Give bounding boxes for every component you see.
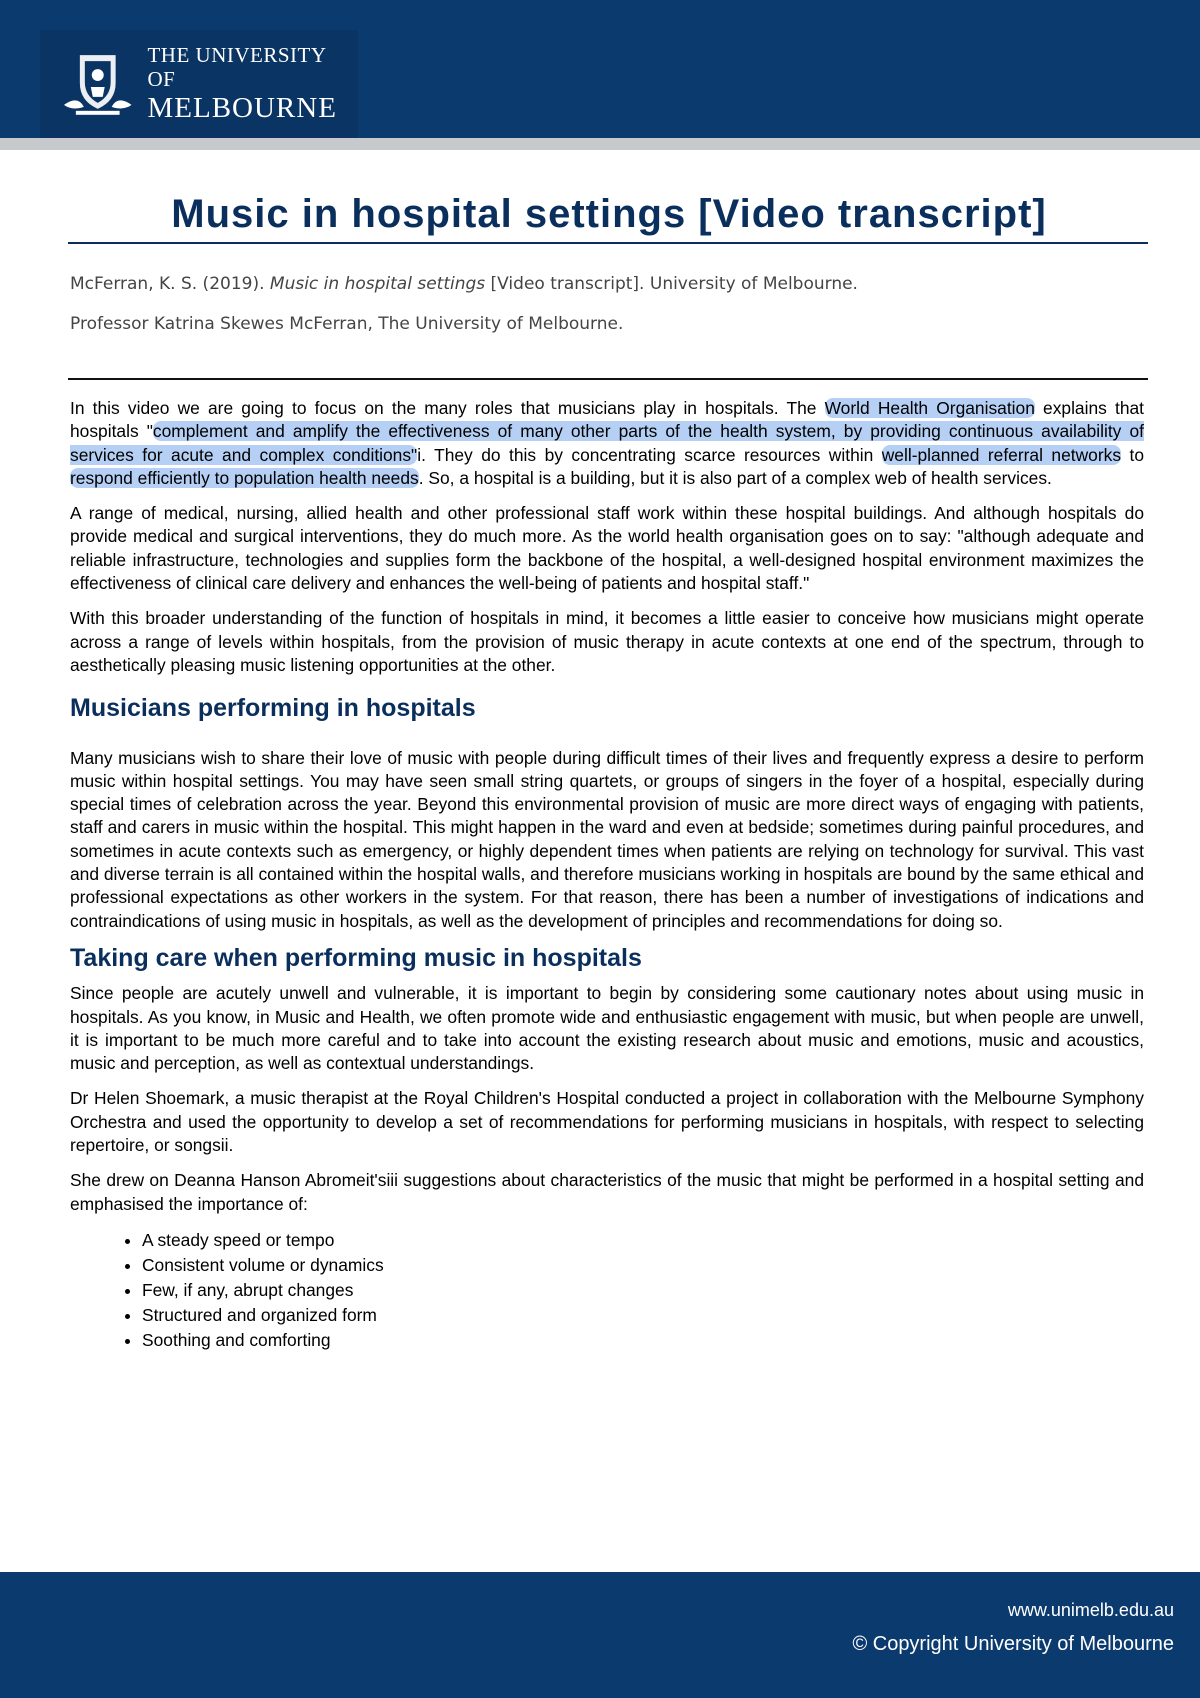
list-item: • Few, if any, abrupt changes bbox=[142, 1278, 1144, 1303]
characteristics-list bbox=[70, 1228, 1144, 1353]
paragraph-shoemark: Dr Helen Shoemark, a music therapist at the Royal Children's Hospital conducted a project in collaboration with the Melbourne Symphony Orchestra and used the opportunity to develop a set of recommendations for performing musicians in hospitals, with respect to selecting repertoire, or songsii. bbox=[70, 1088, 1144, 1156]
citation-prefix: McFerran, K. S. (2019). bbox=[70, 274, 270, 294]
document-title: Music in hospital settings [Video transcript] bbox=[171, 192, 1047, 236]
logo-line1: THE UNIVERSITY OF bbox=[147, 43, 326, 91]
document-body bbox=[70, 397, 1144, 1353]
highlight-quote: complement and amplify the effectiveness of many other parts of the health system, by providing continuous availability of services for acute and complex conditions" bbox=[70, 421, 1144, 465]
university-logo bbox=[40, 30, 358, 138]
footer-url: www.unimelb.edu.au bbox=[1007, 1600, 1174, 1620]
footer-copyright: © Copyright University of Melbourne bbox=[852, 1633, 1174, 1655]
highlight-needs: respond efficiently to population health needs bbox=[70, 467, 419, 488]
p1-text-a: In this video we are going to focus on the many roles that musicians play in hospitals. The bbox=[70, 398, 825, 418]
title-rule bbox=[68, 242, 1148, 244]
p1-text-c: i. They do this by concentrating scarce resources within bbox=[417, 444, 882, 465]
p1-text-b: explains that hospitals " bbox=[70, 398, 1145, 442]
paragraph-performing: Many musicians wish to share their love of music with people during difficult times of their lives and frequently express a desire to perform music within hospital settings. You may have seen small string quartets, or groups of singers in the foyer of a hospital, especially during special times of celebration across the year. Beyond this environmental provision of music are more direct ways of engaging with patients, staff and carers in music within the hospital. This might happen in the ward and even at bedside; sometimes during painful procedures, and sometimes in acute contexts such as emergency, or highly dependent times when patients are relying on technology for survival. This vast and diverse terrain is all contained within the hospital walls, and therefore musicians working in hospitals are bound by the same ethical and professional expectations as other workers in the system. For that reason, there has been a number of investigations of indications and contraindications of using music in hospitals, as well as the development of principles and recommendations for doing so. bbox=[70, 747, 1144, 931]
header-rule bbox=[0, 138, 1200, 150]
body-rule bbox=[68, 378, 1148, 380]
author-line: Professor Katrina Skewes McFerran, The University of Melbourne. bbox=[70, 314, 624, 334]
list-item: • Structured and organized form bbox=[142, 1303, 1144, 1328]
highlight-referral: well-planned referral networks bbox=[881, 444, 1122, 465]
highlight-who: World Health Organisation bbox=[824, 398, 1035, 418]
list-item: • Soothing and comforting bbox=[142, 1328, 1144, 1353]
list-item: • A steady speed or tempo bbox=[142, 1228, 1144, 1253]
paragraph-caution: Since people are acutely unwell and vulnerable, it is important to begin by considering some cautionary notes about using music in hospitals. As you know, in Music and Health, we often promote wide and enthusiastic engagement with music, but when people are unwell, it is important to be much more careful and to take into account the existing research about music and emotions, music and acoustics, music and perception, as well as contextual understandings. bbox=[70, 983, 1144, 1074]
citation-title: Music in hospital settings bbox=[269, 274, 486, 294]
paragraph-staff: A range of medical, nursing, allied health and other professional staff work within these hospital buildings. And although hospitals do provide medical and surgical interventions, they do much more. As the world health organisation goes on to say: "although adequate and reliable infrastructure, technologies and supplies form the backbone of the hospital, a well-designed hospital environment maximizes the effectiveness of clinical care delivery and enhances the well-being of patients and hospital staff." bbox=[70, 503, 1144, 594]
p1-text-e: . So, a hospital is a building, but it is also part of a complex web of health services. bbox=[418, 467, 1052, 488]
list-item: • Consistent volume or dynamics bbox=[142, 1253, 1144, 1278]
logo-line2: MELBOURNE bbox=[147, 92, 337, 124]
crest-icon bbox=[58, 49, 137, 119]
paragraph-abromeit: She drew on Deanna Hanson Abromeit'siii suggestions about characteristics of the music that might be performed in a hospital setting and emphasised the importance of: bbox=[70, 1170, 1144, 1214]
p1-text-d: to bbox=[1121, 444, 1144, 465]
heading-performing: Musicians performing in hospitals bbox=[70, 694, 476, 723]
paragraph-understanding: With this broader understanding of the function of hospitals in mind, it becomes a little easier to conceive how musicians might operate across a range of levels within hospitals, from the provision of music therapy in acute contexts at one end of the spectrum, through to aesthetically pleasing music listening opportunities at the other. bbox=[70, 608, 1144, 675]
paragraph-intro bbox=[70, 397, 1144, 490]
heading-taking-care: Taking care when performing music in hospitals bbox=[70, 943, 642, 972]
citation-suffix: [Video transcript]. University of Melbourne. bbox=[485, 274, 858, 294]
citation bbox=[70, 274, 858, 294]
